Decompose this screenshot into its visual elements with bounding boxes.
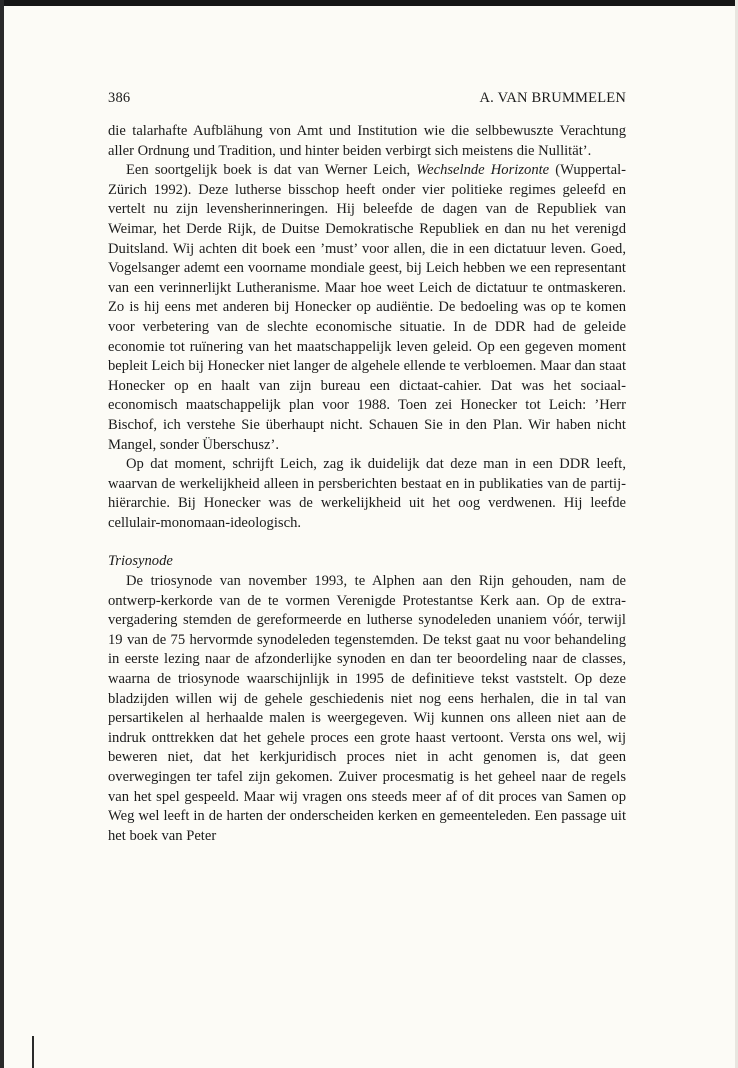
paragraph <box>108 122 626 161</box>
paragraph <box>108 455 626 533</box>
italic-text: Wechselnde Horizonte <box>416 162 550 179</box>
text-run: Op dat moment, schrijft Leich, zag ik duidelijk dat deze man in een DDR leeft, waarvan de werkelijkheid alleen in persberichten bestaat en in publikaties van de partij-hiërarchie. Bij Honecker was de werkelijkheid uit het oog verdwenen. Hij leefde cellulair-monomaan-ideologisch. <box>108 456 626 531</box>
text-run: De triosynode van november 1993, te Alphen aan den Rijn gehouden, nam de ontwerp-kerkorde van de te vormen Verenigde Protestantse Kerk aan. Op de extra-vergadering stemden de gereformeerde en lutherse synodeleden unaniem vóór, terwijl 19 van de 75 hervormde synodeleden tegenstemden. De tekst gaat nu voor behandeling in eerste lezing naar de afzonderlijke synoden en dan ter beoordeling naar de classes, waarna de triosynode waarschijnlijk in 1995 de definitieve tekst vaststelt. Op deze bladzijden willen wij de gehele geschiedenis niet nog eens herhalen, die in tal van persartikelen al herhaalde malen is weergegeven. Wij kunnen ons alleen niet aan de indruk onttrekken dat het gehele proces een grote haast vertoont. Versta ons wel, wij beweren niet, dat het kerkjuridisch proces niet in acht genomen is, dat geen overwegingen ter tafel zijn gekomen. Zuiver procesmatig is het geheel naar de regels van het spel gespeeld. Maar wij vragen ons steeds meer af of dit proces van Samen op Weg wel leeft in de harten der onderscheiden kerken en gemeenteleden. Een passage uit het boek van Peter <box>108 573 626 844</box>
text-run: Een soortgelijk boek is dat van Werner Leich, <box>126 162 417 179</box>
section-heading <box>108 552 626 572</box>
text-run: (Wuppertal-Zürich 1992). Deze lutherse bisschop heeft onder vier politieke regimes geleefd en vertelt nu zijn levensherinneringen. Hij beleefde de dagen van de Republiek van Weimar, het Derde Rijk, de Duitse Demokratische Republiek en dan nu het verenigd Duitsland. Wij achten dit boek een ’must’ voor allen, die in een dictatuur leven. Goed, Vogelsanger ademt een voorname mondiale geest, bij Leich hebben we een representant van een verinnerlijkt Lutheranisme. Maar hoe weet Leich de dictatuur te ontmaskeren. Zo is hij eens met anderen bij Honecker op audiëntie. De bedoeling was op te komen voor verbetering van de slechte economische situatie. In de DDR had de geleide economie tot ruïnering van het maatschappelijk leven geleid. Op een gegeven moment bepleit Leich bij Honecker niet langer de algehele ellende te verbloemen. Maar dan staat Honecker op en haalt van zijn bureau een dictaat-cahier. Dat was het sociaal-economisch maatschappelijk plan voor 1988. Toen zei Honecker tot Leich: ’Herr Bischof, ich verstehe Sie überhaupt nicht. Schauen Sie in den Plan. Wir haben nicht Mangel, sonder Überschusz’. <box>108 162 627 453</box>
paragraph <box>108 161 626 455</box>
body-text <box>108 122 626 846</box>
scan-edge-left <box>0 0 4 1068</box>
running-title: A. VAN BRUMMELEN <box>479 90 626 106</box>
paragraph <box>108 572 626 846</box>
running-header <box>108 90 626 107</box>
italic-text: Triosynode <box>108 553 173 570</box>
text-run: die talarhafte Aufblähung von Amt und Institution wie die selbbewuszte Verachtung aller Ordnung und Tradition, und hinter beiden verbirgt sich meistens die Nullität’. <box>108 123 626 159</box>
scan-edge-corner <box>32 1036 34 1068</box>
page-number: 386 <box>108 90 131 106</box>
scan-edge-top <box>0 0 738 6</box>
